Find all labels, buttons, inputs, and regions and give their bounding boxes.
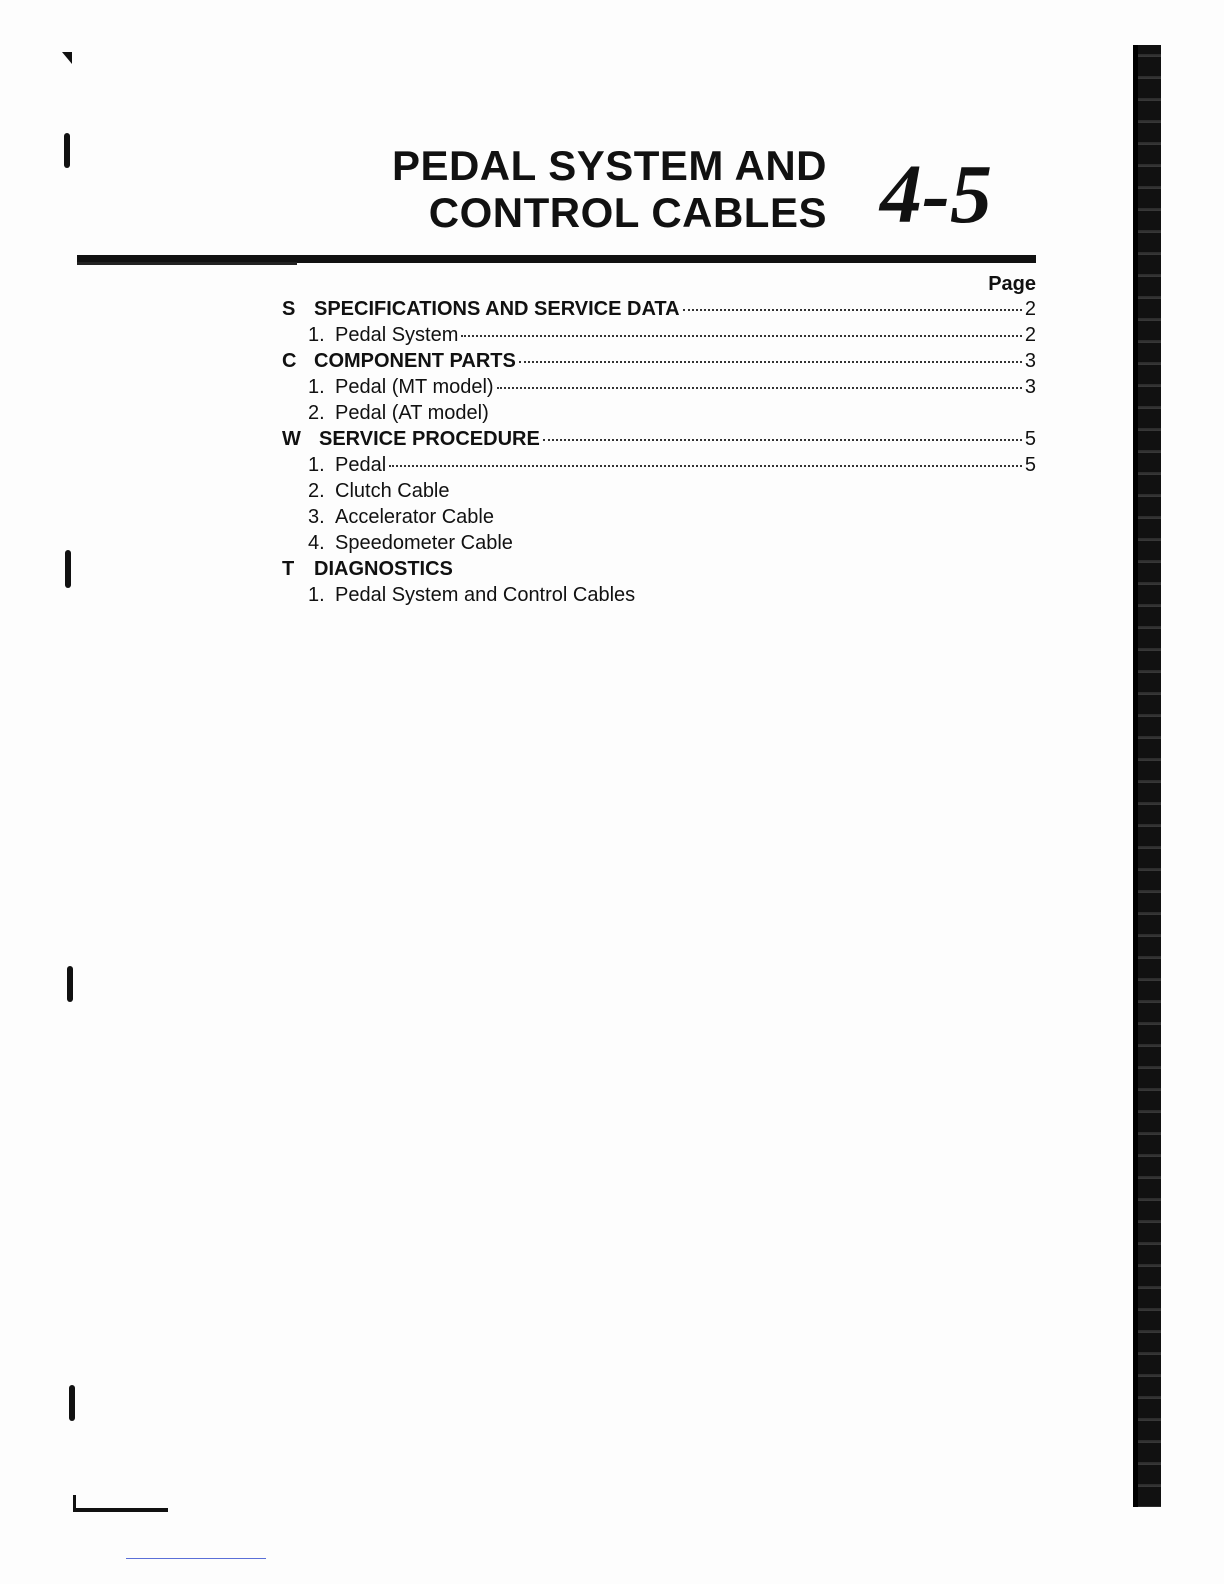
binding-edge-shadow bbox=[1133, 45, 1138, 1507]
section-code: S bbox=[282, 298, 296, 320]
page-number: 3 bbox=[1024, 350, 1036, 372]
page-number: 5 bbox=[1024, 454, 1036, 476]
dot-leader bbox=[461, 335, 1021, 337]
dot-leader bbox=[519, 361, 1022, 363]
toc-label: Clutch Cable bbox=[335, 480, 450, 502]
section-code: C bbox=[282, 350, 297, 372]
binder-hole-mark bbox=[65, 550, 71, 588]
section-code: W bbox=[282, 428, 301, 450]
toc-item-row bbox=[282, 322, 1036, 348]
toc-section-row bbox=[282, 296, 1036, 322]
toc-section-row bbox=[282, 426, 1036, 452]
toc-item-row bbox=[282, 478, 1036, 504]
toc-item-row bbox=[282, 400, 1036, 426]
toc-section-row bbox=[282, 348, 1036, 374]
chapter-number: 4-5 bbox=[880, 148, 992, 241]
item-number: 1. bbox=[308, 376, 325, 398]
page-number: 5 bbox=[1024, 428, 1036, 450]
toc-rows bbox=[282, 296, 1036, 608]
section-code: T bbox=[282, 558, 295, 580]
item-number: 4. bbox=[308, 532, 325, 554]
binder-hole-mark bbox=[64, 133, 70, 168]
toc-item-row bbox=[282, 452, 1036, 478]
corner-mark bbox=[62, 52, 72, 64]
toc-label: Accelerator Cable bbox=[335, 506, 494, 528]
item-number: 3. bbox=[308, 506, 325, 528]
title-line-1: PEDAL SYSTEM AND bbox=[391, 142, 827, 189]
scan-artifact-line bbox=[126, 1558, 266, 1559]
toc-label: Speedometer Cable bbox=[335, 532, 513, 554]
toc-label: SERVICE PROCEDURE bbox=[319, 428, 540, 450]
header-rule-taper bbox=[77, 262, 297, 265]
bottom-rule bbox=[73, 1508, 168, 1512]
table-of-contents bbox=[282, 272, 1036, 608]
toc-label: Pedal System bbox=[335, 324, 459, 346]
toc-label: COMPONENT PARTS bbox=[314, 350, 516, 372]
toc-item-row bbox=[282, 374, 1036, 400]
title-line-2: CONTROL CABLES bbox=[428, 189, 827, 236]
item-number: 2. bbox=[308, 480, 325, 502]
page-number: 2 bbox=[1024, 324, 1036, 346]
item-number: 2. bbox=[308, 402, 325, 424]
toc-label: Pedal System and Control Cables bbox=[335, 584, 636, 606]
page-title bbox=[330, 142, 827, 236]
item-number: 1. bbox=[308, 454, 325, 476]
item-number: 1. bbox=[308, 584, 325, 606]
toc-label: DIAGNOSTICS bbox=[314, 558, 453, 580]
toc-section-row bbox=[282, 556, 1036, 582]
page-number: 3 bbox=[1024, 376, 1036, 398]
toc-label: SPECIFICATIONS AND SERVICE DATA bbox=[314, 298, 680, 320]
dot-leader bbox=[543, 439, 1022, 441]
toc-label: Pedal (MT model) bbox=[335, 376, 494, 398]
page-column-heading: Page bbox=[988, 273, 1036, 295]
toc-item-row bbox=[282, 530, 1036, 556]
dot-leader bbox=[389, 465, 1022, 467]
item-number: 1. bbox=[308, 324, 325, 346]
toc-item-row bbox=[282, 504, 1036, 530]
dot-leader bbox=[497, 387, 1022, 389]
page-number: 2 bbox=[1024, 298, 1036, 320]
binder-hole-mark bbox=[69, 1385, 75, 1421]
binder-hole-mark bbox=[67, 966, 73, 1002]
toc-label: Pedal (AT model) bbox=[335, 402, 489, 424]
toc-item-row bbox=[282, 582, 1036, 608]
dot-leader bbox=[683, 309, 1022, 311]
toc-label: Pedal bbox=[335, 454, 387, 476]
